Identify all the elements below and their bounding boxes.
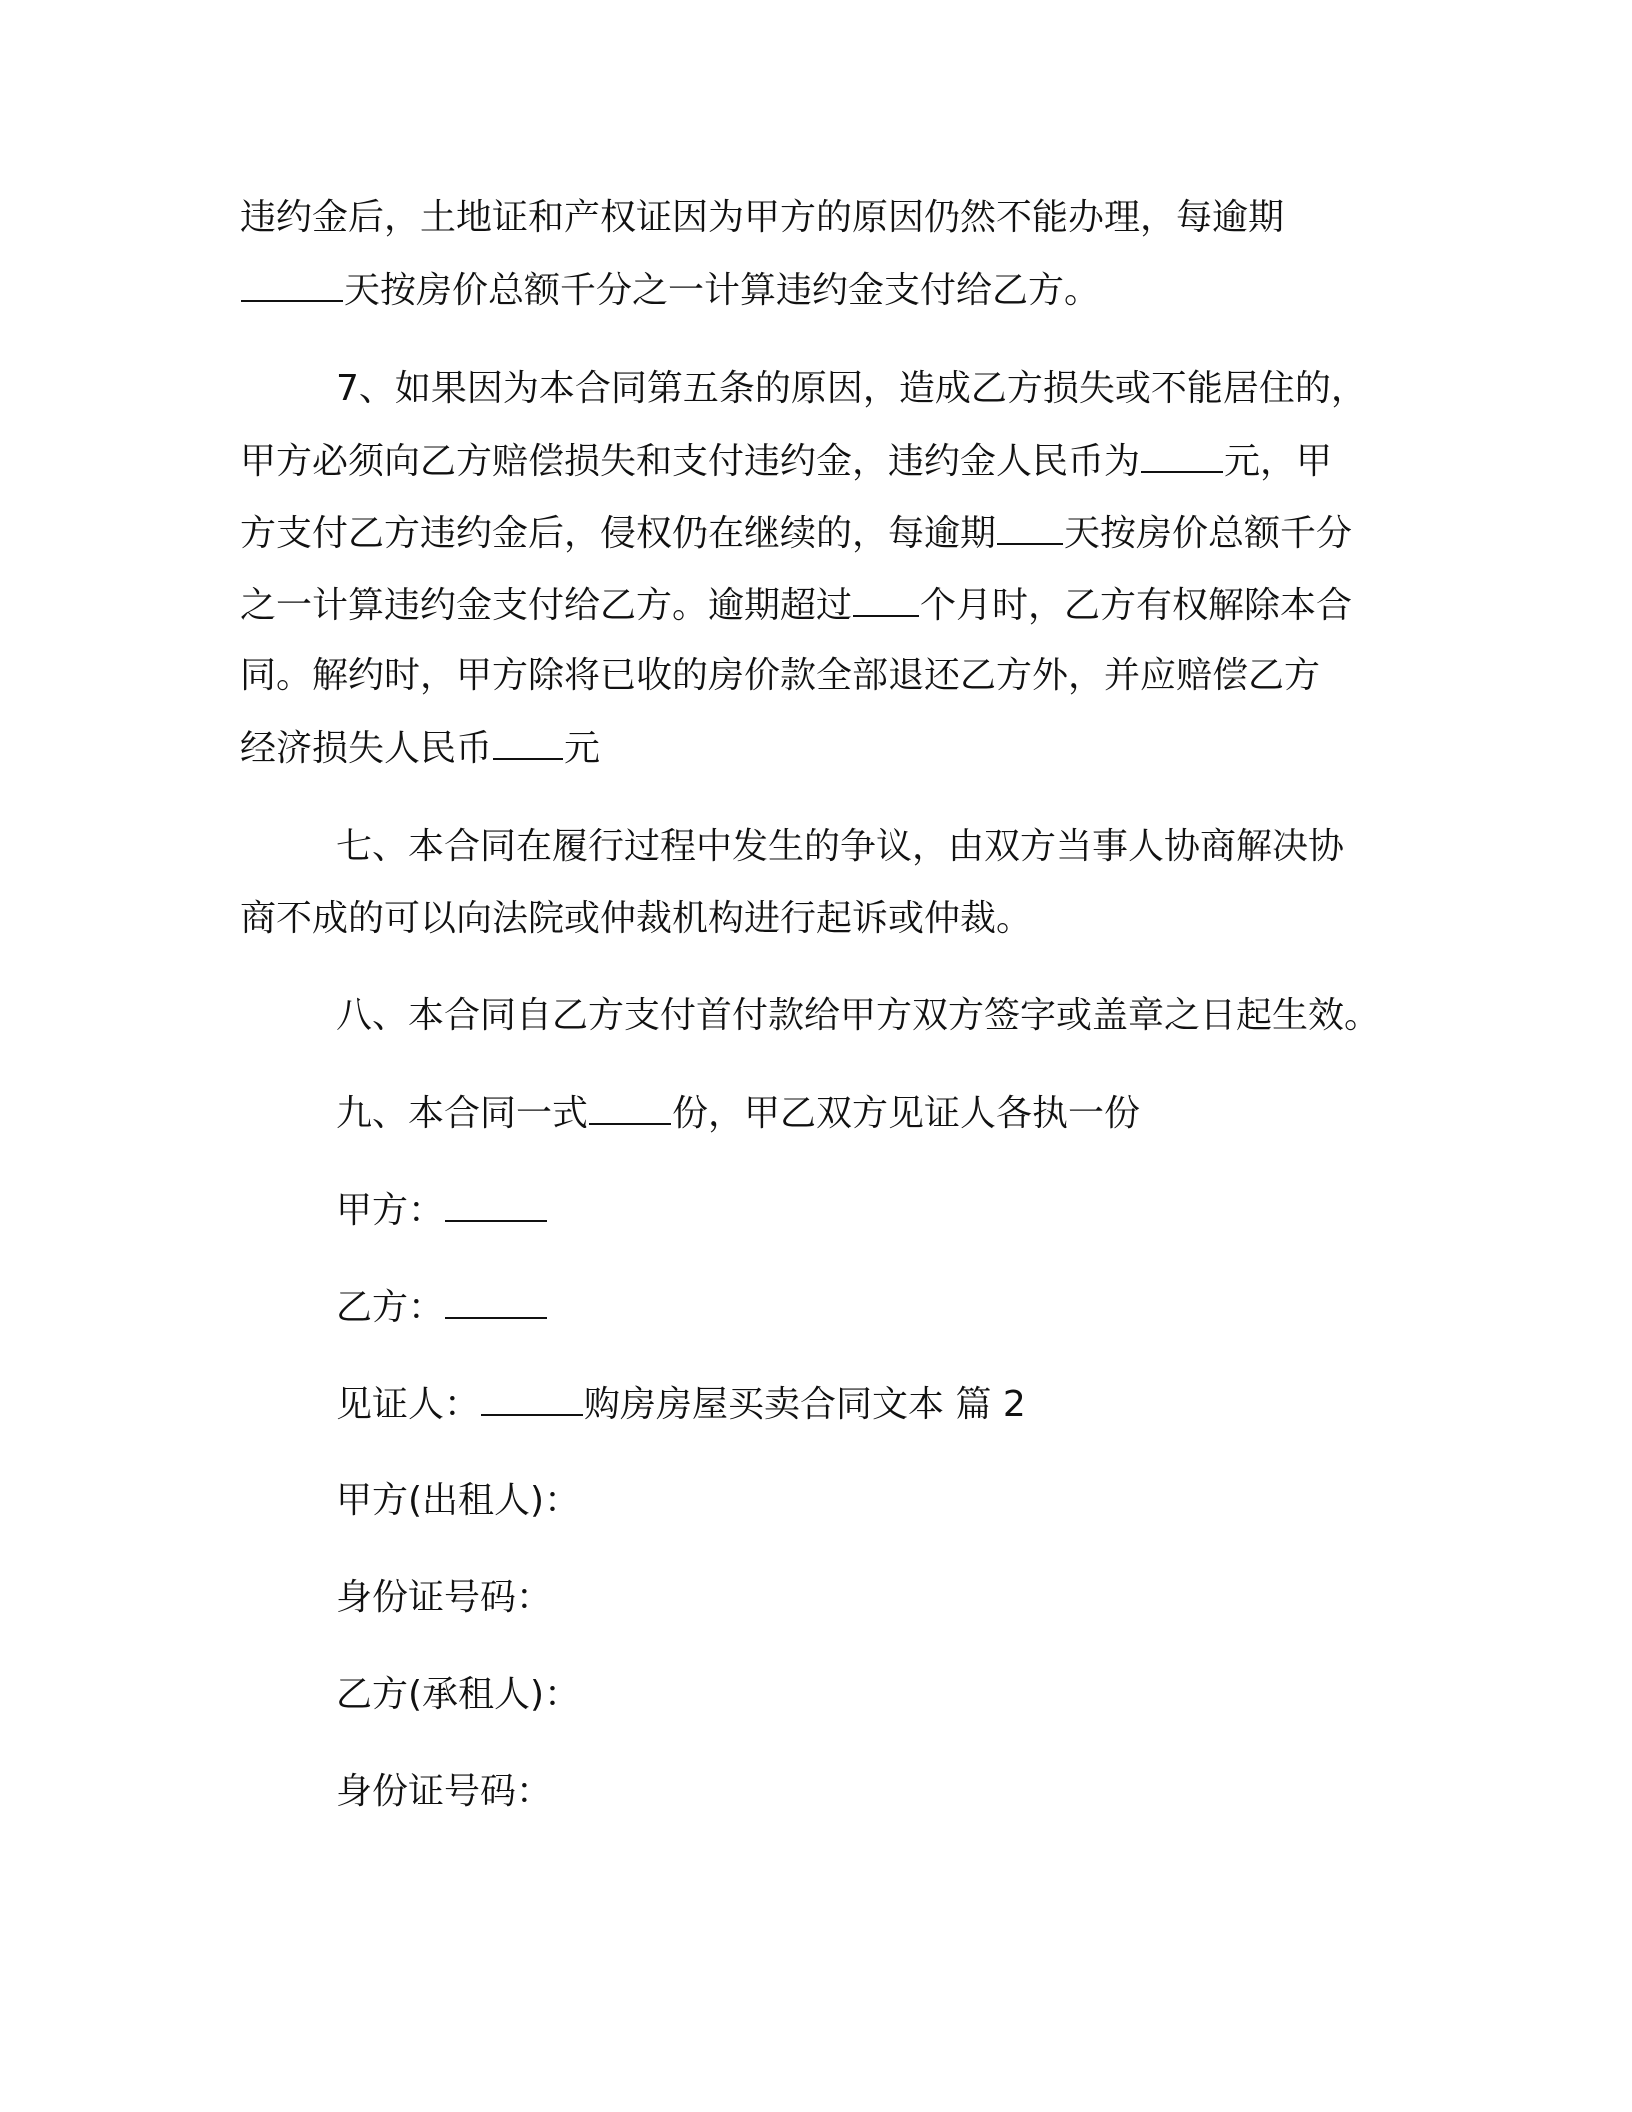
- label: 乙方：: [336, 1287, 445, 1328]
- text: 违约金后，土地证和产权证因为甲方的原因仍然不能办理，每逾期: [240, 197, 1285, 238]
- text: 天按房价总额千分: [1064, 513, 1353, 554]
- text: 商不成的可以向法院或仲裁机构进行起诉或仲裁。: [240, 898, 1033, 939]
- text: 八、本合同自乙方支付首付款给甲方双方签字或盖章之日起生效。: [336, 995, 1381, 1036]
- blank-line: [445, 1186, 547, 1222]
- paragraph-6-line-2: [240, 266, 1100, 314]
- blank-line: [445, 1283, 547, 1319]
- party-b-signature: [336, 1283, 548, 1331]
- text: 天按房价总额千分之一计算违约金支付给乙方。: [344, 270, 1101, 311]
- text: 九、本合同一式: [336, 1093, 589, 1134]
- article-7-line-1: [336, 823, 1344, 871]
- section-heading: 购房房屋买卖合同文本 篇 2: [584, 1384, 1026, 1425]
- article-8: [336, 992, 1380, 1040]
- text: 元，甲: [1224, 441, 1333, 482]
- article-7-line-2: [240, 895, 1032, 943]
- label: 甲方：: [336, 1190, 445, 1231]
- text: 7、如果因为本合同第五条的原因，造成乙方损失或不能居住的，: [336, 368, 1367, 409]
- label: 身份证号码：: [336, 1577, 553, 1618]
- paragraph-7-line-6: [240, 724, 600, 772]
- text: 同。解约时，甲方除将已收的房价款全部退还乙方外，并应赔偿乙方: [240, 655, 1321, 696]
- text: 七、本合同在履行过程中发生的争议，由双方当事人协商解决协: [336, 826, 1345, 867]
- paragraph-7-line-1: [336, 365, 1367, 413]
- label: 甲方(出租人)：: [336, 1480, 581, 1521]
- blank-line: [241, 266, 343, 302]
- text: 甲方必须向乙方赔偿损失和支付违约金，违约金人民币为: [240, 441, 1141, 482]
- blank-line: [1141, 437, 1223, 473]
- paragraph-7-line-2: [240, 437, 1332, 485]
- text: 方支付乙方违约金后，侵权仍在继续的，每逾期: [240, 513, 997, 554]
- paragraph-7-line-5: [240, 652, 1320, 700]
- paragraph-7-line-4: [240, 581, 1352, 629]
- label: 身份证号码：: [336, 1771, 553, 1812]
- paragraph-7-line-3: [240, 509, 1352, 557]
- witness-signature: [336, 1380, 1026, 1428]
- blank-line: [997, 509, 1063, 545]
- label: 乙方(承租人)：: [336, 1674, 581, 1715]
- lessee-label: [336, 1671, 580, 1719]
- lessee-id-label: [336, 1768, 552, 1816]
- paragraph-6-line-1: [240, 194, 1284, 242]
- blank-line: [481, 1380, 583, 1416]
- blank-line: [589, 1089, 671, 1125]
- text: 份，甲乙双方见证人各执一份: [672, 1093, 1141, 1134]
- party-a-signature: [336, 1186, 548, 1234]
- label: 见证人：: [336, 1384, 481, 1425]
- blank-line: [493, 724, 563, 760]
- text: 个月时，乙方有权解除本合: [920, 585, 1353, 626]
- text: 经济损失人民币: [240, 728, 493, 769]
- blank-line: [853, 581, 919, 617]
- text: 元: [564, 728, 601, 769]
- article-9: [336, 1089, 1140, 1137]
- lessor-label: [336, 1477, 580, 1525]
- text: 之一计算违约金支付给乙方。逾期超过: [240, 585, 853, 626]
- lessor-id-label: [336, 1574, 552, 1622]
